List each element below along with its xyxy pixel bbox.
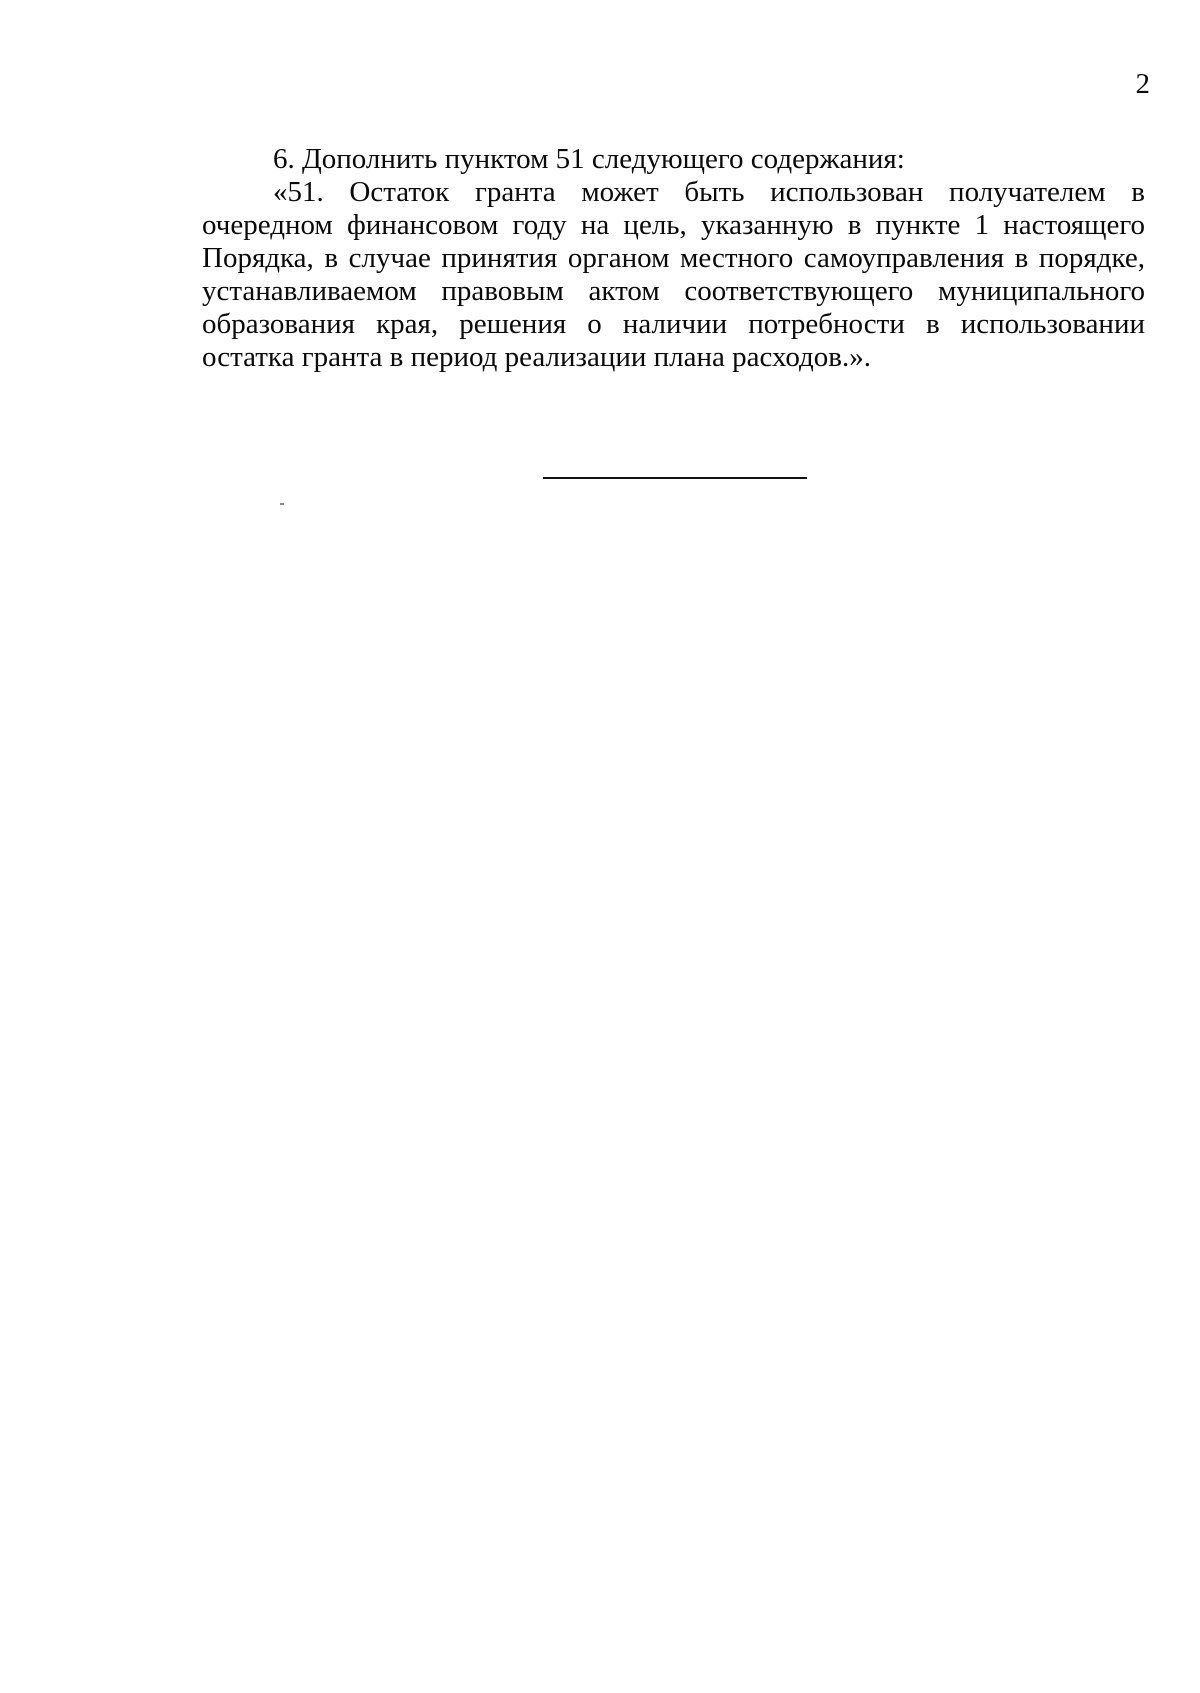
amendment-text: «51. Остаток гранта может быть использован получателем в очередном финансовом году на цель, указанную в пункте 1 настоящего Порядка, в случае принятия органом местного самоуправления в порядке, устанавливаемом правовым актом соответствующего муниципального образования края, решения о наличии потребности в использовании остатка гранта в период реализации плана расходов.». (202, 176, 1145, 373)
scan-speck (280, 503, 284, 505)
amendment-block (202, 143, 1145, 374)
end-separator-line (543, 477, 807, 479)
page-number: 2 (1135, 68, 1150, 100)
amendment-heading: 6. Дополнить пунктом 51 следующего содержания: (273, 143, 905, 175)
